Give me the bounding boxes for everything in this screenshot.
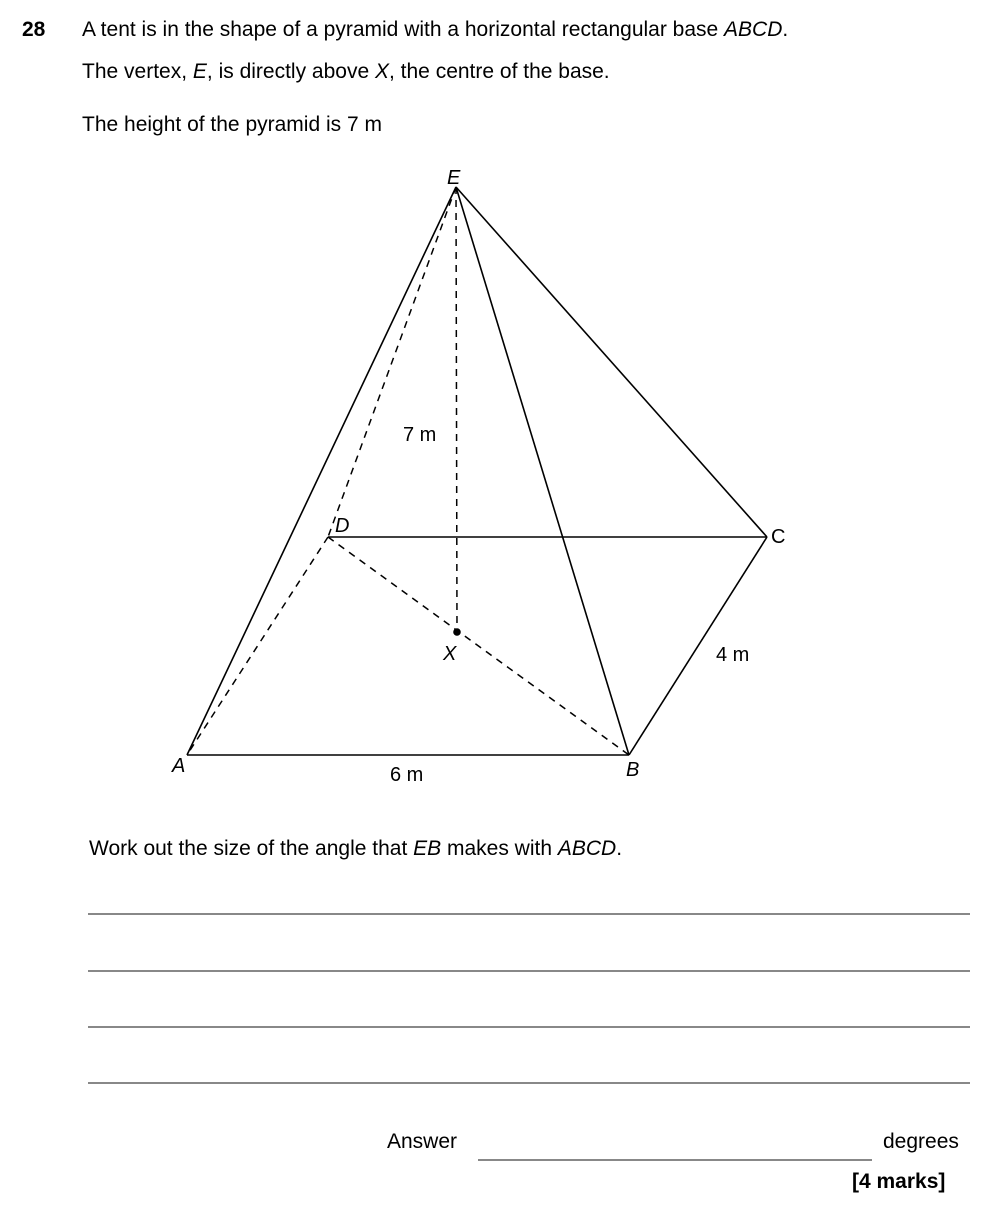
ab-measurement: 6 m [390, 764, 424, 786]
centre-point-x [453, 628, 461, 636]
question-number: 28 [22, 18, 46, 41]
working-line-1[interactable] [88, 913, 970, 915]
text: . [782, 18, 789, 41]
edge-da-hidden [187, 537, 328, 755]
text: A tent is in the shape of a pyramid with a horizontal rectangular base [82, 18, 725, 41]
label-d: D [335, 515, 350, 537]
edge-label: EB [413, 837, 442, 860]
label-a: A [172, 755, 186, 777]
task-prompt [89, 837, 622, 861]
question-line-3: The height of the pyramid is 7 m [82, 113, 382, 136]
vertex-label: E [192, 60, 207, 83]
text: Work out the size of the angle that [89, 837, 414, 860]
edge-ec [456, 187, 767, 537]
text: makes with [441, 837, 558, 860]
text: , the centre of the base. [389, 60, 610, 83]
edge-eb [456, 187, 629, 755]
diagonal-db-hidden [328, 537, 629, 755]
working-line-3[interactable] [88, 1026, 970, 1028]
base-label: ABCD [724, 18, 783, 41]
centre-label: X [374, 60, 389, 83]
base-label: ABCD [557, 837, 617, 860]
marks-label: [4 marks] [852, 1170, 946, 1193]
answer-label: Answer [387, 1130, 458, 1153]
text: , is directly above [206, 60, 375, 83]
label-e: E [447, 167, 461, 189]
edge-ed-hidden [328, 187, 456, 537]
height-measurement: 7 m [403, 424, 437, 446]
text: The vertex, [82, 60, 193, 83]
height-ex-hidden [456, 187, 457, 632]
label-x: X [443, 643, 457, 665]
label-b: B [626, 759, 640, 781]
bc-measurement: 4 m [716, 644, 750, 666]
text: . [616, 837, 623, 860]
label-c: C [771, 526, 786, 548]
edge-ea [187, 187, 456, 755]
answer-unit: degrees [883, 1130, 959, 1153]
working-line-2[interactable] [88, 970, 970, 972]
answer-field[interactable] [478, 1159, 872, 1161]
working-line-4[interactable] [88, 1082, 970, 1084]
